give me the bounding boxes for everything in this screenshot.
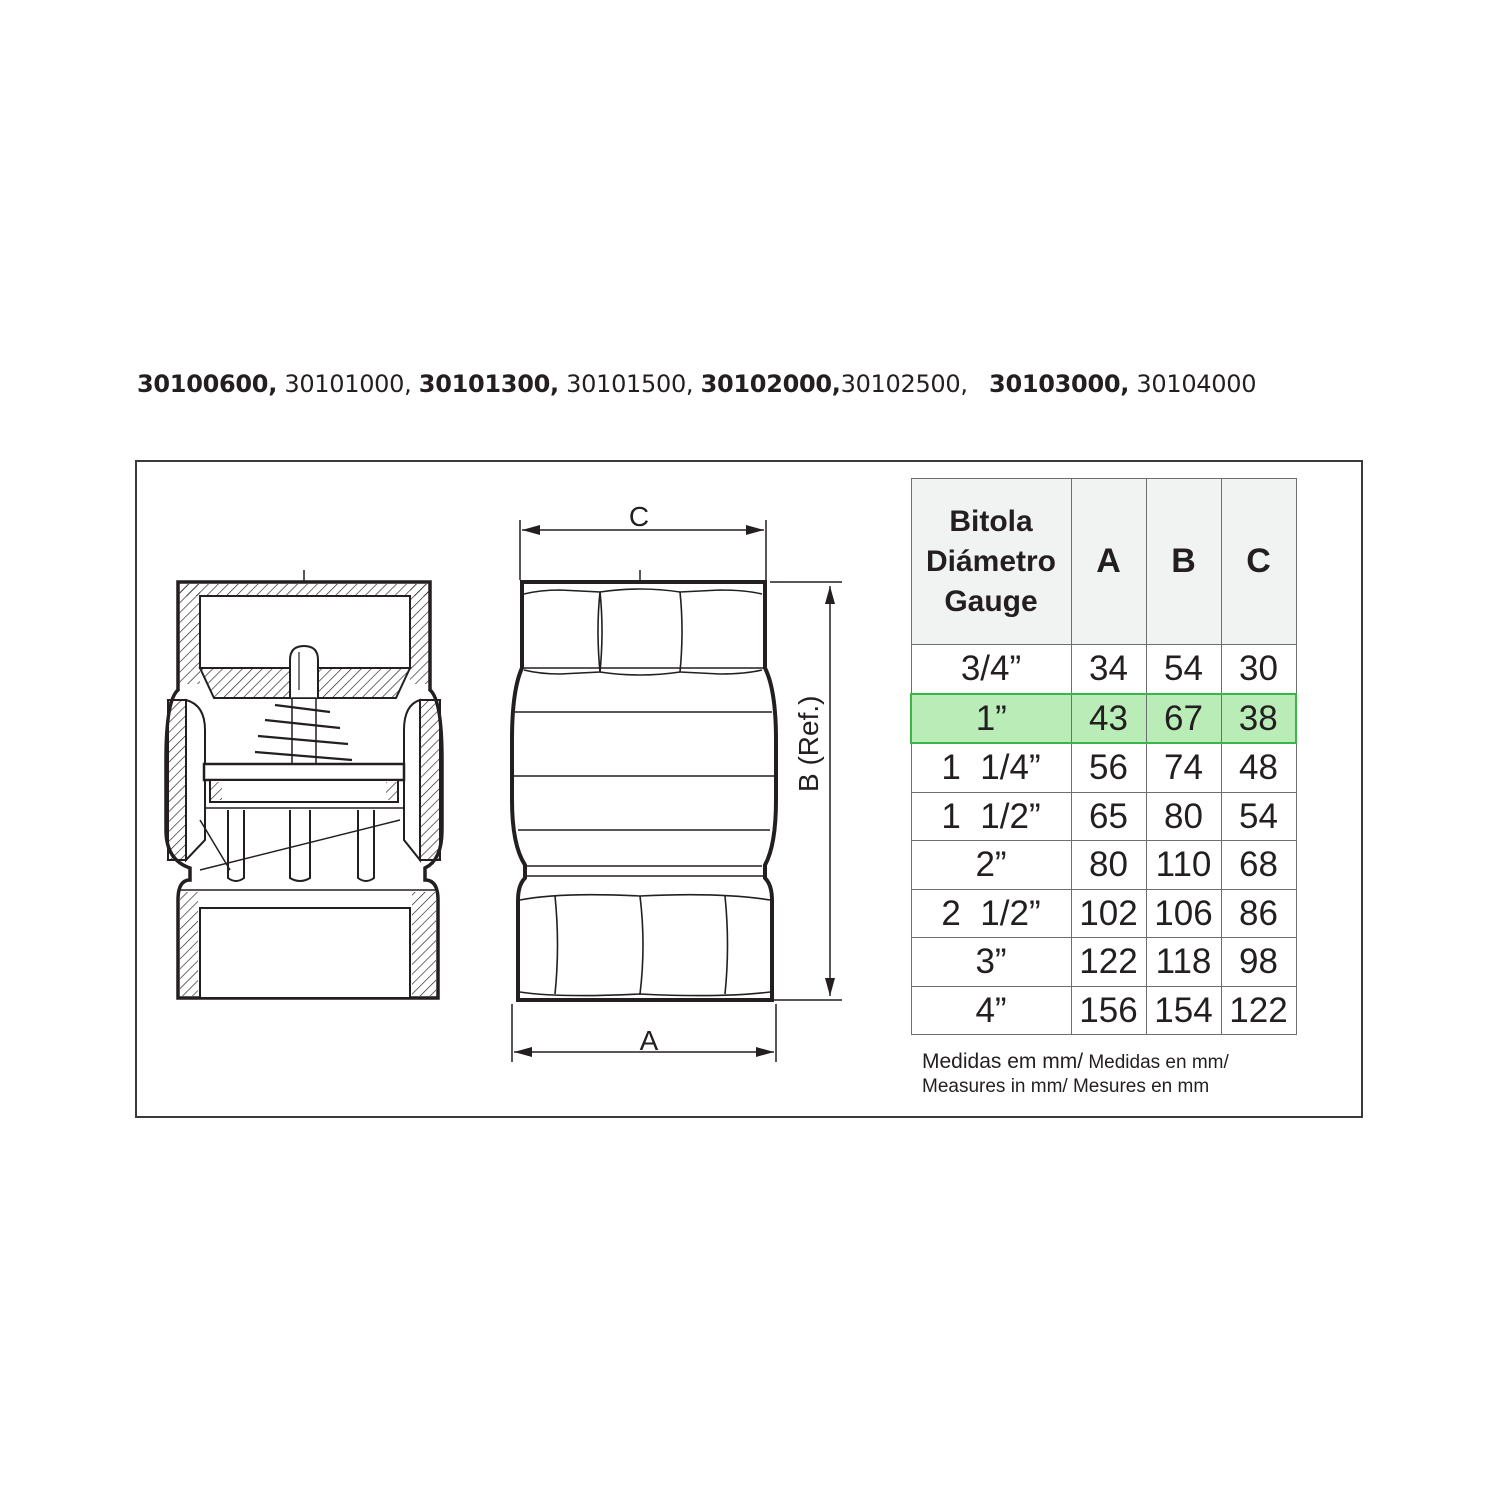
cell-gauge: 4” xyxy=(911,986,1071,1035)
code-0: 30100600, xyxy=(137,370,278,398)
cell-a: 65 xyxy=(1071,792,1146,841)
header-b: B xyxy=(1146,479,1221,645)
cell-c: 98 xyxy=(1221,938,1296,987)
code-2: 30101300, xyxy=(418,370,559,398)
cell-a: 80 xyxy=(1071,841,1146,890)
table-row xyxy=(911,938,1296,987)
cell-gauge: 2 1/2” xyxy=(911,889,1071,938)
valve-external-view xyxy=(512,570,776,1000)
cell-c: 68 xyxy=(1221,841,1296,890)
dim-label-b: B (Ref.) xyxy=(793,695,824,792)
cell-c: 48 xyxy=(1221,743,1296,792)
cell-gauge: 1 1/4” xyxy=(911,743,1071,792)
cell-gauge: 1 1/2” xyxy=(911,792,1071,841)
cell-c: 30 xyxy=(1221,645,1296,694)
note-line-1 xyxy=(922,1050,1229,1075)
cell-gauge: 3” xyxy=(911,938,1071,987)
cell-b: 106 xyxy=(1146,889,1221,938)
cell-a: 156 xyxy=(1071,986,1146,1035)
table-header-row xyxy=(911,479,1296,645)
header-gauge-line-2: Diámetro xyxy=(925,544,1057,578)
header-gauge-line-3: Gauge xyxy=(944,584,1038,618)
note-line-1-part-2: Medidas en mm/ xyxy=(1083,1052,1229,1073)
cell-c: 86 xyxy=(1221,889,1296,938)
code-3: 30101500, xyxy=(566,370,694,398)
cell-a: 43 xyxy=(1071,694,1146,744)
cell-gauge: 3/4” xyxy=(911,645,1071,694)
cell-a: 122 xyxy=(1071,938,1146,987)
header-c: C xyxy=(1221,479,1296,645)
cell-c: 54 xyxy=(1221,792,1296,841)
dimensions-table xyxy=(910,478,1297,1035)
dim-label-a: A xyxy=(639,1025,659,1056)
cell-a: 56 xyxy=(1071,743,1146,792)
cell-b: 54 xyxy=(1146,645,1221,694)
cell-gauge: 2” xyxy=(911,841,1071,890)
code-7: 30104000 xyxy=(1136,370,1257,398)
cell-b: 74 xyxy=(1146,743,1221,792)
header-gauge xyxy=(911,479,1071,645)
code-4: 30102000, xyxy=(700,370,841,398)
code-5: 30102500, xyxy=(840,370,968,398)
note-line-1-part-1: Medidas em mm/ xyxy=(922,1050,1084,1073)
cell-a: 34 xyxy=(1071,645,1146,694)
table-row xyxy=(911,841,1296,890)
table-row xyxy=(911,889,1296,938)
table-row xyxy=(911,743,1296,792)
table-row-highlighted xyxy=(911,694,1296,744)
cell-gauge: 1” xyxy=(911,694,1071,744)
cell-b: 118 xyxy=(1146,938,1221,987)
cell-c: 38 xyxy=(1221,694,1296,744)
note-line-2: Measures in mm/ Mesures en mm xyxy=(922,1076,1210,1097)
table-row xyxy=(911,986,1296,1035)
code-1: 30101000, xyxy=(284,370,412,398)
cell-a: 102 xyxy=(1071,889,1146,938)
cell-b: 110 xyxy=(1146,841,1221,890)
table-row xyxy=(911,645,1296,694)
header-gauge-line-1: Bitola xyxy=(949,504,1033,538)
cell-b: 67 xyxy=(1146,694,1221,744)
valve-section-view xyxy=(166,570,442,998)
cell-b: 154 xyxy=(1146,986,1221,1035)
header-a: A xyxy=(1071,479,1146,645)
dim-label-c: C xyxy=(628,501,650,532)
code-6: 30103000, xyxy=(989,370,1130,398)
cell-b: 80 xyxy=(1146,792,1221,841)
cell-c: 122 xyxy=(1221,986,1296,1035)
measures-note xyxy=(922,1050,1229,1099)
table-row xyxy=(911,792,1296,841)
